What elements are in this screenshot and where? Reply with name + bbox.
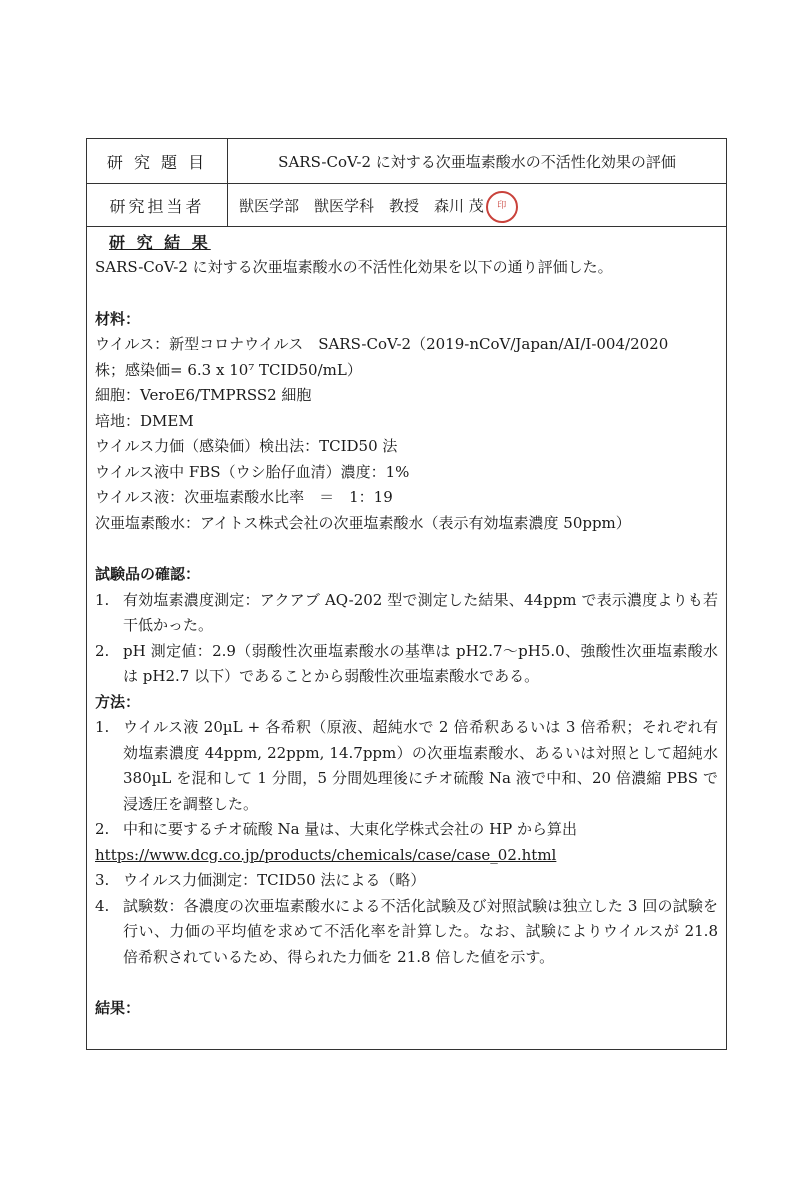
researcher-value: 獣医学部 獣医学科 教授 森川 茂: [239, 196, 484, 215]
researcher-label: 研究担当者: [109, 196, 205, 216]
confirm-heading: 試験品の確認：: [95, 565, 201, 583]
results-title: 研 究 結 果: [109, 233, 211, 252]
researcher-value-cell: [239, 184, 720, 226]
results-heading: 結果：: [95, 999, 141, 1017]
confirm-item-text: pH 測定値：2.9（弱酸性次亜塩素酸水の基準は pH2.7〜pH5.0、強酸性次亜塩素酸水は pH2.7 以下）であることから弱酸性次亜塩素酸水である。: [123, 641, 718, 685]
method-item-text: ウイルス力価測定：TCID50 法による（略）: [123, 871, 426, 889]
confirm-item-text: 有効塩素濃度測定：アクアブ AQ-202 型で測定した結果、44ppm で表示濃度よりも若干低かった。: [123, 590, 718, 634]
research-topic-label: 研 究 題 目: [106, 152, 208, 172]
report-frame: [86, 138, 727, 1050]
intro-text: SARS-CoV-2 に対する次亜塩素酸水の不活性化効果を以下の通り評価した。: [95, 258, 613, 276]
confirm-item-number: 1.: [95, 590, 110, 609]
method-heading: 方法：: [95, 692, 141, 711]
material-line: 株；感染価= 6.3 x 10⁷ TCID50/mL）: [95, 360, 362, 379]
method-item: [95, 817, 718, 843]
material-line: ウイルス液：次亜塩素酸水比率 ＝ 1：19: [95, 488, 393, 506]
method-item-number: 2.: [95, 820, 110, 838]
material-line: ウイルス液中 FBS（ウシ胎仔血清）濃度：1%: [95, 462, 410, 481]
confirm-item-number: 2.: [95, 641, 110, 660]
research-topic-value: SARS-CoV-2 に対する次亜塩素酸水の不活性化効果の評価: [278, 152, 676, 171]
researcher-row: [87, 184, 726, 227]
confirm-item: [95, 639, 718, 690]
material-line: 細胞：VeroE6/TMPRSS2 細胞: [95, 386, 312, 404]
materials-heading: 材料：: [95, 309, 141, 328]
material-line: ウイルス：新型コロナウイルス SARS-CoV-2（2019-nCoV/Japan/AI/I-004/2020: [95, 335, 669, 353]
method-item-text: 試験数：各濃度の次亜塩素酸水による不活化試験及び対照試験は独立した 3 回の試験を行い、力価の平均値を求めて不活化率を計算した。なお、試験によりウイルスが 21.8 倍希釈されているため、得られた力価を 21.8 倍した値を示す。: [123, 896, 718, 966]
method-item: [95, 868, 718, 894]
method-item-number: 4.: [95, 896, 110, 915]
research-topic-row: [87, 139, 726, 184]
material-line: 次亜塩素酸水：アイトス株式会社の次亜塩素酸水（表示有効塩素濃度 50ppm）: [95, 513, 631, 532]
method-item: [95, 715, 718, 817]
method-item-text: ウイルス液 20µL + 各希釈（原液、超純水で 2 倍希釈あるいは 3 倍希釈；それぞれ有効塩素濃度 44ppm, 22ppm, 14.7ppm）の次亜塩素酸水、あるいは対照として超純水 380µL を混和して 1 分間，5 分間処理後にチオ硫酸 Na 液で中和、20 倍濃縮 PBS で浸透圧を調整した。: [123, 718, 718, 813]
material-line: 培地：DMEM: [95, 411, 194, 430]
seal-stamp-icon: 印: [486, 191, 518, 223]
material-line: ウイルス力価（感染価）検出法：TCID50 法: [95, 437, 398, 455]
method-item-number: 3.: [95, 871, 110, 889]
confirm-item: [95, 588, 718, 639]
method-item: [95, 894, 718, 971]
dcg-case-link[interactable]: https://www.dcg.co.jp/products/chemicals/case/case_02.html: [95, 845, 557, 864]
report-body: [95, 231, 718, 1022]
method-item-number: 1.: [95, 718, 110, 736]
method-item-text: 中和に要するチオ硫酸 Na 量は、大東化学株式会社の HP から算出: [123, 820, 578, 838]
